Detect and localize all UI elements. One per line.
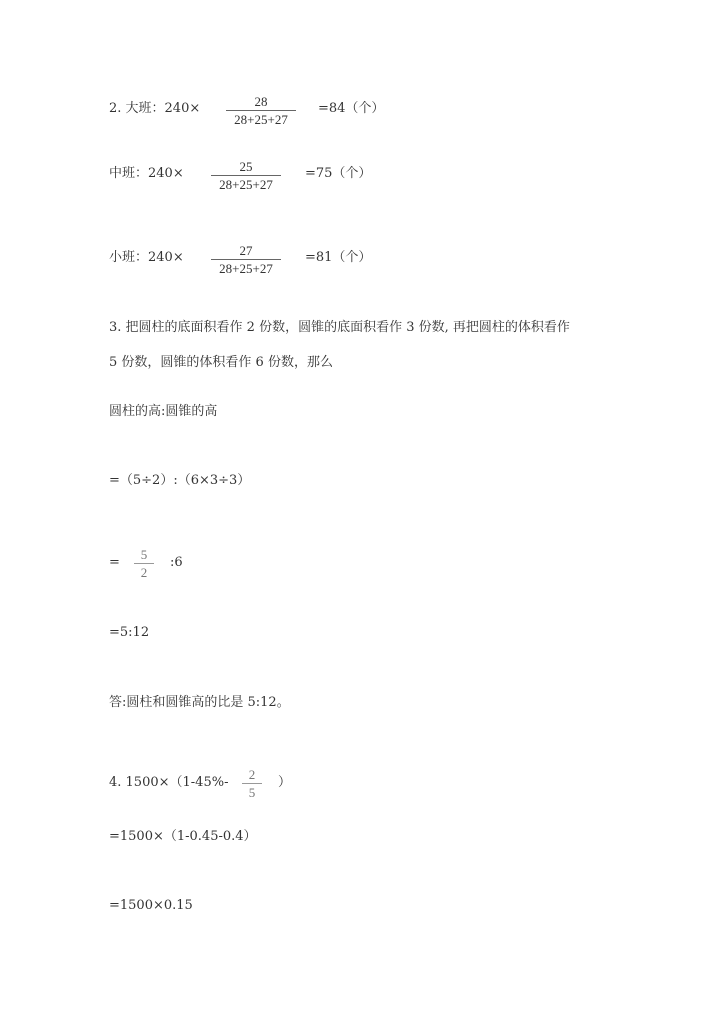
- middle-numerator: 25: [239, 159, 253, 174]
- q4-fraction: [242, 767, 262, 800]
- q3-line-2: 5 份数，圆锥的体积看作 6 份数，那么: [109, 355, 333, 370]
- middle-fraction: [211, 159, 281, 192]
- q3-step-3: =5:12: [109, 625, 150, 640]
- q3-step-2-prefix: =: [109, 555, 120, 570]
- small-fraction: [211, 243, 281, 276]
- q3-step-2-suffix: :6: [170, 555, 183, 570]
- middle-label: 中班：240×: [109, 166, 184, 181]
- q2-result: =84（个）: [318, 101, 385, 116]
- small-numerator: 27: [239, 243, 253, 258]
- q3-step-1: =（5÷2）:（6×3÷3）: [109, 473, 251, 488]
- q2-label: 2. 大班：240×: [109, 101, 201, 116]
- q4-label: 4. 1500×（1-45%-: [109, 775, 229, 790]
- small-result: =81（个）: [305, 250, 372, 265]
- q3-ratio-label: 圆柱的高:圆锥的高: [109, 404, 218, 419]
- q2-fraction: [226, 94, 296, 127]
- q4-denominator: 5: [248, 785, 256, 800]
- middle-denominator: 28+25+27: [219, 177, 273, 192]
- small-denominator: 28+25+27: [219, 261, 273, 276]
- q2-numerator: 28: [254, 94, 268, 109]
- q4-step-2: =1500×0.15: [109, 898, 193, 913]
- q3-step-2-fraction: [134, 547, 154, 580]
- q3-step-2-numerator: 5: [140, 547, 148, 562]
- q3-line-1: 3. 把圆柱的底面积看作 2 份数，圆锥的底面积看作 3 份数, 再把圆柱的体积看作: [109, 320, 570, 335]
- q4-step-1: =1500×（1-0.45-0.4）: [109, 829, 257, 844]
- q4-numerator: 2: [248, 767, 256, 782]
- q3-answer: 答:圆柱和圆锥高的比是 5:12。: [109, 695, 290, 710]
- middle-result: =75（个）: [305, 166, 372, 181]
- q4-close-paren: ）: [278, 775, 292, 790]
- q3-step-2-denominator: 2: [140, 565, 148, 580]
- small-label: 小班：240×: [109, 250, 184, 265]
- q2-denominator: 28+25+27: [234, 112, 288, 127]
